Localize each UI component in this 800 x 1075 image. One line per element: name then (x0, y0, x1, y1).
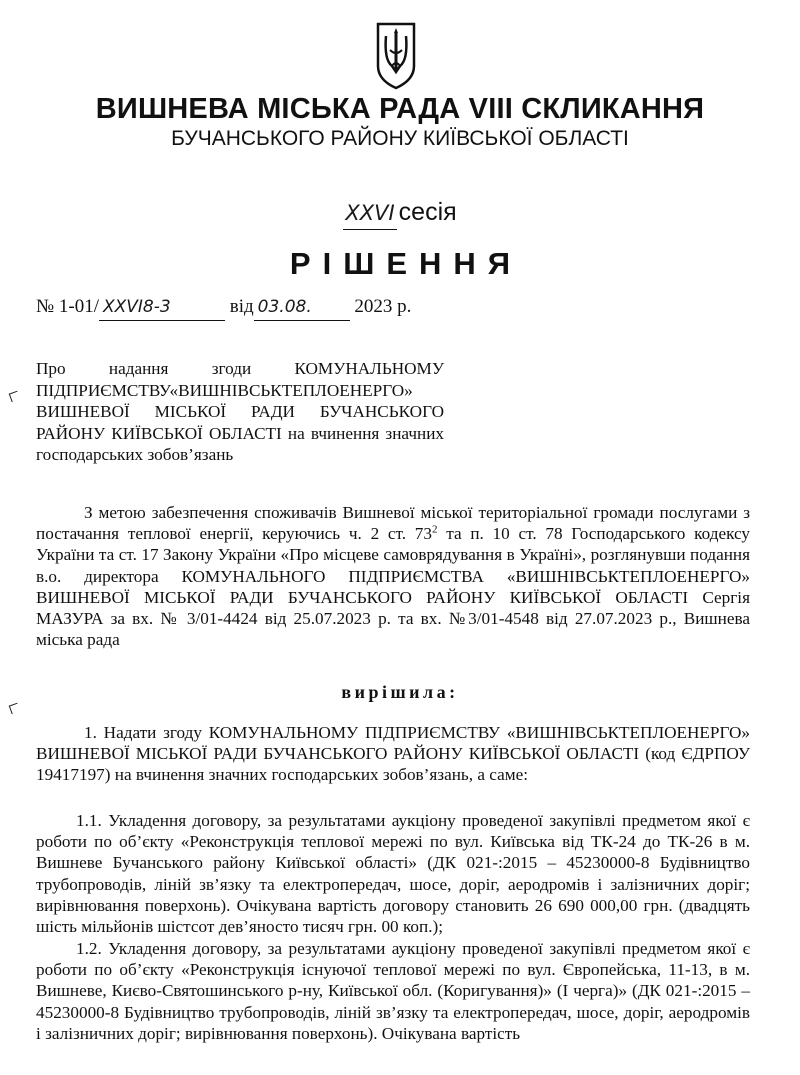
date-from-label: від (229, 296, 254, 317)
preamble-superscript: 2 (431, 523, 438, 536)
item-1: 1. Надати згоду КОМУНАЛЬНОМУ ПІДПРИЄМСТВУ «ВИШНІВСЬКТЕПЛОЕНЕРГО» ВИШНЕВОЇ МІСЬКОЇ РАДИ БУЧАНСЬКОГО РАЙОНУ КИЇВСЬКОЇ ОБЛАСТІ (код ЄДРПОУ 19417197) на вчинення значних господарських зобов’язань, а саме: (36, 723, 750, 785)
item-1-1: 1.1. Укладення договору, за результатами аукціону проведеної закупівлі предметом якої є роботи по об’єкту «Реконструкція теплової мережі по вул. Київська від ТК-24 до ТК-26 в м. Вишневе Бучанського району Київської області» (ДК 021-:2015 – 45230000-8 Будівництво трубопроводів, ліній зв’язку та електропередач, шосе, доріг, аеродромів і залізничних доріг; вирівнювання поверхонь). Очікувана вартість договору становить 26 690 000,00 грн. (двадцять шість мільйонів шістсот дев’яносто тисяч грн. 00 коп.); (36, 811, 750, 937)
preamble-text-2: та п. 10 ст. 78 Господарського кодексу України та ст. 17 Закону України «Про місцеве самоврядування в Україні», розглянувши подання в.о. директора КОМУНАЛЬНОГО ПІДПРИЄМСТВА «ВИШНІВСЬКТЕПЛОЕНЕРГО» ВИШНЕВОЇ МІСЬКОЇ РАДИ БУЧАНСЬКОГО РАЙОНУ КИЇВСЬКОЇ ОБЛАСТІ Сергія МАЗУРА за вх. № 3/01-4424 від 25.07.2023 р. та вх. №3/01-4548 від 27.07.2023 р., Вишнева міська рада (36, 524, 751, 650)
session-line (0, 196, 800, 230)
margin-mark (9, 391, 21, 403)
council-title: ВИШНЕВА МІСЬКА РАДА VIII СКЛИКАННЯ (95, 93, 705, 125)
session-number-handwritten: XXVI (343, 197, 396, 230)
preamble-text-1: З метою забезпечення споживачів Вишневої міської територіальної громади послугами з постачання теплової енергії, керуючись ч. 2 ст. 73 (36, 503, 750, 544)
session-label: сесія (398, 198, 457, 226)
item-1-2: 1.2. Укладення договору, за результатами аукціону проведеної закупівлі предметом якої є роботи по об’єкту «Реконструкція існуючої теплової мережі по вул. Європейська, 11-13, в м. Вишневе, Києво-Святошинського р-ну, Київської обл. (Коригування)» (І черга)» (ДК 021-:2015 – 45230000-8 Будівництво трубопроводів, ліній зв’язку та електропередач, шосе, доріг, аеродромів і залізничних доріг; вирівнювання поверхонь). Очікувана вартість (36, 939, 750, 1043)
decision-date-handwritten: 03.08. (254, 294, 350, 321)
decision-number-prefix: № 1-01/ (36, 296, 99, 317)
preamble-paragraph (36, 502, 750, 650)
coat-of-arms-icon (372, 20, 420, 92)
document-type-heading: РІШЕННЯ (289, 246, 523, 281)
decision-subject: Про надання згоди КОМУНАЛЬНОМУ ПІДПРИЄМСТВУ«ВИШНІВСЬКТЕПЛОЕНЕРГО» ВИШНЕВОЇ МІСЬКОЇ РАДИ БУЧАНСЬКОГО РАЙОНУ КИЇВСЬКОЇ ОБЛАСТІ на вчинення значних господарських зобов’язань (36, 359, 444, 464)
decision-number-handwritten: XXVI8-3 (99, 294, 225, 321)
margin-mark (9, 703, 21, 715)
decision-year: 2023 р. (354, 296, 412, 317)
council-subtitle: БУЧАНСЬКОГО РАЙОНУ КИЇВСЬКОЇ ОБЛАСТІ (171, 127, 629, 150)
decision-number-line (36, 294, 411, 321)
decided-heading: вирішила: (341, 682, 459, 702)
